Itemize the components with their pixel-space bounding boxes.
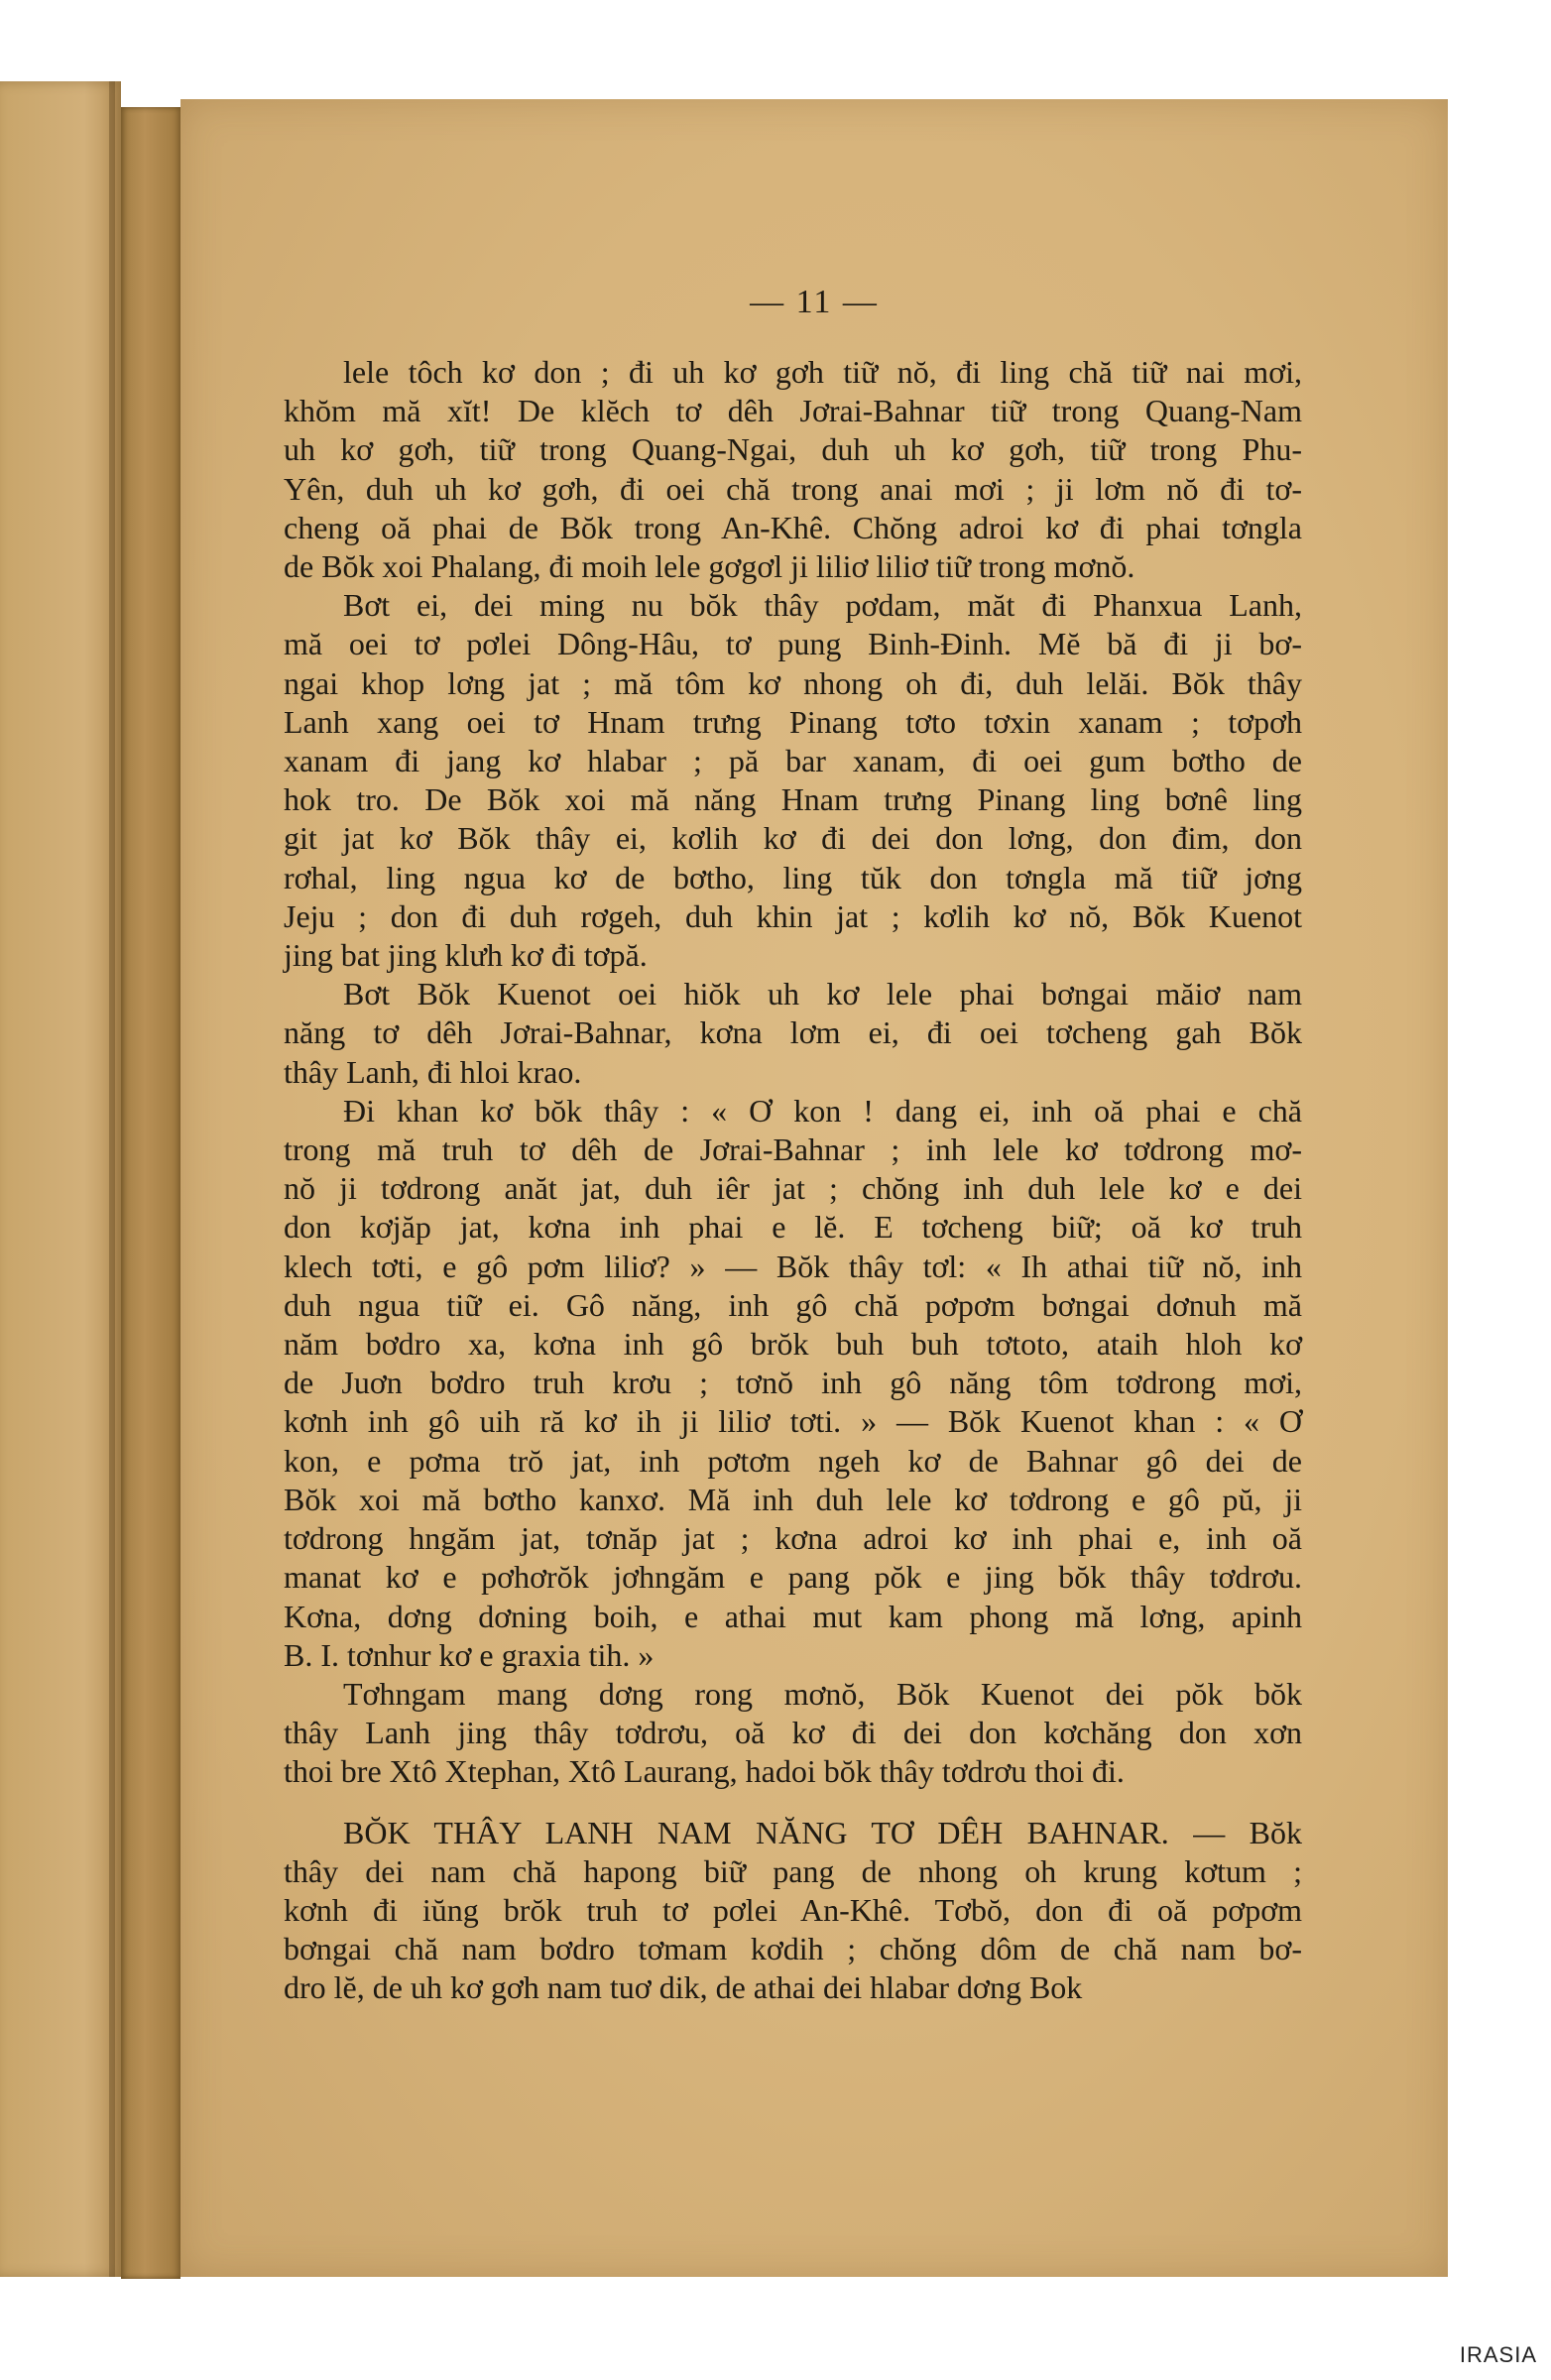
paragraph <box>284 353 1302 586</box>
text-line: kơnh inh gô uih ră kơ ih ji liliơ tơti. » — Bŏk Kuenot khan : « Ơ <box>284 1403 1302 1440</box>
text-line: hok tro. De Bŏk xoi mă năng Hnam trưng Pinang ling bơnê ling <box>284 781 1302 818</box>
text-line: Bơt Bŏk Kuenot oei hiŏk uh kơ lele phai bơngai măiơ nam <box>343 976 1302 1012</box>
text-line: de Juơn bơdro truh krơu ; tơnŏ inh gô năng tôm tơdrong mơi, <box>284 1365 1302 1401</box>
text-line: manat kơ e pơhơrŏk jơhngăm e pang pŏk e jing bŏk thây tơdrơu. <box>284 1559 1302 1596</box>
text-line: thây Lanh jing thây tơdrơu, oă kơ đi dei don kơchăng don xơn <box>284 1715 1302 1751</box>
text-line: don kơjăp jat, kơna inh phai e lĕ. E tơcheng biữ; oă kơ truh <box>284 1209 1302 1246</box>
text-line: Tơhngam mang dơng rong mơnŏ, Bŏk Kuenot dei pŏk bŏk <box>343 1675 1302 1712</box>
text-line: Bơt ei, dei ming nu bŏk thây pơdam, măt đi Phanxua Lanh, <box>343 587 1302 624</box>
text-line: nŏ ji tơdrong anăt jat, duh iêr jat ; chŏng inh duh lele kơ e dei <box>284 1170 1302 1207</box>
paragraph <box>284 1092 1302 1675</box>
text-line: Kơna, dơng dơning boih, e athai mut kam phong mă lơng, apinh <box>284 1598 1302 1634</box>
text-line: trong mă truh tơ dêh de Jơrai-Bahnar ; inh lele kơ tơdrong mơ- <box>284 1131 1302 1168</box>
page-body-text <box>284 353 1302 2008</box>
text-line: rơhal, ling ngua kơ de bơtho, ling tŭk don tơngla mă tiữ jơng <box>284 859 1302 895</box>
paragraph <box>284 975 1302 1092</box>
text-line: tơdrong hngăm jat, tơnăp jat ; kơna adroi kơ inh phai e, inh oă <box>284 1520 1302 1557</box>
text-line: klech tơti, e gô pơm liliơ? » — Bŏk thây tơl: « Ih athai tiữ nŏ, inh <box>284 1248 1302 1284</box>
binding-spine <box>121 107 180 2279</box>
text-line: BŎK THÂY LANH NAM NĂNG TƠ DÊH BAHNAR. — Bŏk <box>343 1814 1302 1850</box>
text-line: ngai khop lơng jat ; mă tôm kơ nhong oh đi, duh lelăi. Bŏk thây <box>284 664 1302 701</box>
archive-watermark: IRASIA <box>1459 2342 1537 2367</box>
text-line: kon, e pơma trŏ jat, inh pơtơm ngeh kơ de Bahnar gô dei de <box>284 1442 1302 1479</box>
section-paragraph <box>284 1814 1302 2008</box>
text-line: Yên, duh uh kơ gơh, đi oei chă trong anai mơi ; ji lơm nŏ đi tơ- <box>284 470 1302 507</box>
text-line: dro lĕ, de uh kơ gơh nam tuơ dik, de athai dei hlabar dơng Bok <box>284 1969 1083 2006</box>
paragraph <box>284 586 1302 975</box>
text-line: cheng oă phai de Bŏk trong An-Khê. Chŏng adroi kơ đi phai tơngla <box>284 509 1302 545</box>
text-line: kơnh đi iŭng brŏk truh tơ pơlei An-Khê. Tơbŏ, don đi oă pơpơm <box>284 1891 1302 1928</box>
text-line: Jeju ; don đi duh rơgeh, duh khin jat ; kơlih kơ nŏ, Bŏk Kuenot <box>284 897 1302 934</box>
book-page <box>180 99 1448 2277</box>
text-line: thây Lanh, đi hloi krao. <box>284 1053 582 1090</box>
text-line: Bŏk xoi mă bơtho kanxơ. Mă inh duh lele kơ tơdrong e gô pŭ, ji <box>284 1481 1302 1517</box>
text-line: khŏm mă xĭt! De klĕch tơ dêh Jơrai-Bahnar tiữ trong Quang-Nam <box>284 393 1302 429</box>
text-line: năng tơ dêh Jơrai-Bahnar, kơna lơm ei, đi oei tơcheng gah Bŏk <box>284 1014 1302 1051</box>
text-line: de Bŏk xoi Phalang, đi moih lele gơgơl ji liliơ liliơ tiữ trong mơnŏ. <box>284 548 1135 585</box>
page-number: — 11 — <box>750 284 879 320</box>
text-line: bơngai chă nam bơdro tơmam kơdih ; chŏng dôm de chă nam bơ- <box>284 1931 1302 1967</box>
adjacent-left-page <box>0 81 121 2277</box>
text-line: thoi bre Xtô Xtephan, Xtô Laurang, hadoi bŏk thây tơdrơu thoi đi. <box>284 1753 1125 1790</box>
text-line: jing bat jing klưh kơ đi tơpă. <box>284 937 648 974</box>
text-line: mă oei tơ pơlei Dông-Hâu, tơ pung Binh-Đinh. Mĕ bă đi ji bơ- <box>284 626 1302 662</box>
text-line: năm bơdro xa, kơna inh gô brŏk buh buh tơtoto, ataih hloh kơ <box>284 1326 1302 1363</box>
text-line: thây dei nam chă hapong biữ pang de nhong oh krung kơtum ; <box>284 1852 1302 1889</box>
text-line: git jat kơ Bŏk thây ei, kơlih kơ đi dei don lơng, don đim, don <box>284 820 1302 857</box>
text-line: Lanh xang oei tơ Hnam trưng Pinang tơto tơxin xanam ; tơpơh <box>284 703 1302 740</box>
text-line: xanam đi jang kơ hlabar ; pă bar xanam, đi oei gum bơtho de <box>284 743 1302 779</box>
text-line: Đi khan kơ bŏk thây : « Ơ kon ! dang ei, inh oă phai e chă <box>343 1092 1302 1129</box>
text-line: duh ngua tiữ ei. Gô năng, inh gô chă pơpơm bơngai dơnuh mă <box>284 1286 1302 1323</box>
left-page-edge <box>109 81 115 2277</box>
paragraph <box>284 1675 1302 1792</box>
text-line: B. I. tơnhur kơ e graxia tih. » <box>284 1636 655 1673</box>
text-line: uh kơ gơh, tiữ trong Quang-Ngai, duh uh kơ gơh, tiữ trong Phu- <box>284 431 1302 468</box>
text-line: lele tôch kơ don ; đi uh kơ gơh tiữ nŏ, đi ling chă tiữ nai mơi, <box>343 354 1302 390</box>
